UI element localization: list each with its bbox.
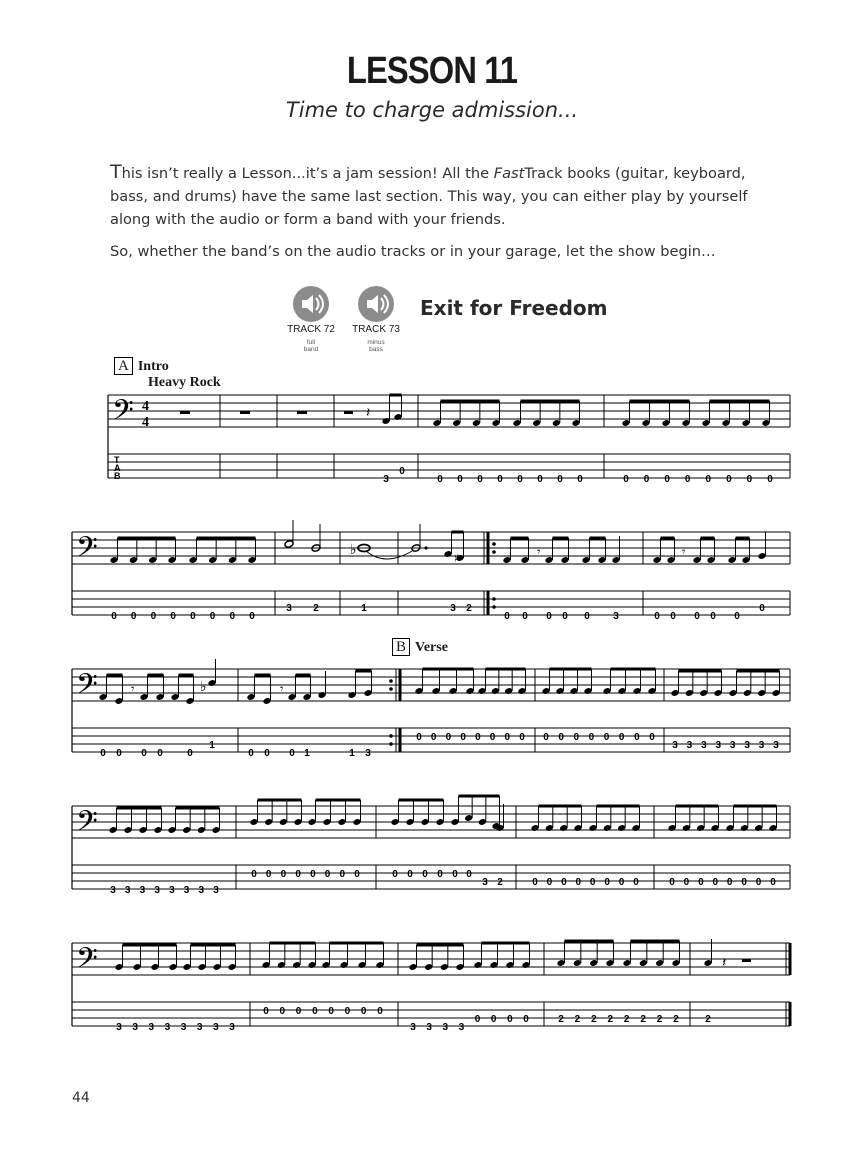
tab-number: 0 bbox=[437, 474, 443, 485]
half-rest bbox=[344, 411, 353, 414]
tab-number: 3 bbox=[110, 885, 116, 896]
tab-number: 0 bbox=[392, 869, 398, 880]
tab-number: 3 bbox=[686, 740, 693, 751]
repeat-dot bbox=[492, 550, 496, 554]
tab-number: 3 bbox=[729, 740, 736, 751]
tab-number: 0 bbox=[339, 869, 346, 880]
tab-number: 0 bbox=[546, 877, 553, 888]
tab-number: 0 bbox=[377, 1006, 383, 1017]
tab-number: 0 bbox=[248, 748, 254, 759]
time-signature-top: 4 bbox=[142, 399, 149, 414]
bass-clef-icon: 𝄢 bbox=[76, 805, 98, 845]
tab-number: 3 bbox=[758, 740, 765, 751]
tab-number: 3 bbox=[744, 740, 750, 751]
bass-clef-icon: 𝄢 bbox=[76, 668, 98, 708]
tab-number: 0 bbox=[712, 877, 719, 888]
quarter-rest: 𝄽 bbox=[366, 405, 371, 421]
tab-number: 2 bbox=[574, 1014, 581, 1025]
tie bbox=[366, 551, 412, 559]
tab-number: 0 bbox=[249, 611, 255, 622]
tab-number: 0 bbox=[490, 1014, 497, 1025]
tab-number: 0 bbox=[157, 748, 163, 759]
tab-number: 0 bbox=[741, 877, 747, 888]
tab-number: 0 bbox=[589, 877, 596, 888]
tab-number: 0 bbox=[474, 1014, 481, 1025]
tab-number: 0 bbox=[344, 1006, 351, 1017]
tab-number: 0 bbox=[767, 474, 773, 485]
tab-number: 0 bbox=[497, 474, 503, 485]
tab-number: 0 bbox=[466, 869, 472, 880]
tab-clef-letter: B bbox=[114, 471, 121, 481]
tab-number: 0 bbox=[588, 732, 595, 743]
tab-number: 0 bbox=[557, 474, 563, 485]
tab-number: 0 bbox=[584, 611, 590, 622]
track-sub: full band bbox=[303, 339, 319, 353]
tab-number: 0 bbox=[116, 748, 122, 759]
tab-number: 0 bbox=[573, 732, 580, 743]
tab-number: 2 bbox=[591, 1014, 597, 1025]
tab-number: 0 bbox=[537, 474, 543, 485]
tab-number: 3 bbox=[183, 885, 190, 896]
lesson-title: LESSON 11 bbox=[346, 50, 518, 92]
tab-number: 0 bbox=[649, 732, 655, 743]
repeat-dot bbox=[389, 687, 393, 691]
tab-number: 0 bbox=[295, 1006, 302, 1017]
tab-number: 3 bbox=[164, 1022, 171, 1033]
flat-sign: ♭ bbox=[350, 542, 357, 558]
tab-number: 0 bbox=[623, 474, 629, 485]
tab-number: 0 bbox=[532, 877, 538, 888]
tab-number: 0 bbox=[705, 474, 712, 485]
tab-number: 3 bbox=[132, 1022, 138, 1033]
repeat-dot bbox=[389, 742, 393, 746]
tab-number: 0 bbox=[354, 869, 360, 880]
tab-number: 0 bbox=[504, 732, 511, 743]
tab-number: 0 bbox=[664, 474, 670, 485]
tab-number: 0 bbox=[562, 611, 568, 622]
tab-number: 3 bbox=[613, 611, 619, 622]
speaker-icon[interactable] bbox=[293, 286, 329, 322]
tab-number: 0 bbox=[360, 1006, 367, 1017]
tab-number: 0 bbox=[726, 877, 733, 888]
repeat-dot bbox=[492, 597, 496, 601]
track-label: TRACK 72 bbox=[287, 324, 335, 335]
staff-system-2 bbox=[0, 527, 864, 637]
speaker-icon[interactable] bbox=[358, 286, 394, 322]
track-73[interactable] bbox=[351, 286, 401, 353]
tab-clef-letter: A bbox=[114, 463, 121, 473]
tab-number: 0 bbox=[190, 611, 196, 622]
tab-number: 3 bbox=[365, 748, 371, 759]
dot bbox=[424, 546, 427, 549]
eighth-rest: 𝄾 bbox=[537, 545, 541, 560]
tab-number: 3 bbox=[229, 1022, 235, 1033]
tab-number: 0 bbox=[265, 869, 272, 880]
tab-number: 0 bbox=[437, 869, 443, 880]
tab-number: 2 bbox=[607, 1014, 614, 1025]
tab-number: 0 bbox=[111, 611, 117, 622]
tab-number: 2 bbox=[313, 603, 319, 614]
tab-number: 2 bbox=[656, 1014, 663, 1025]
tab-number: 0 bbox=[100, 748, 106, 759]
staff-system-4 bbox=[0, 801, 864, 911]
tab-number: 3 bbox=[180, 1022, 187, 1033]
tab-number: 3 bbox=[148, 1022, 155, 1033]
tab-number: 0 bbox=[187, 748, 193, 759]
tab-number: 0 bbox=[477, 474, 483, 485]
tab-number: 0 bbox=[603, 732, 610, 743]
tab-number: 3 bbox=[169, 885, 175, 896]
tab-number: 3 bbox=[450, 603, 456, 614]
tab-number: 0 bbox=[519, 732, 525, 743]
tab-number: 0 bbox=[229, 611, 236, 622]
tab-number: 3 bbox=[715, 740, 722, 751]
tab-number: 3 bbox=[213, 885, 219, 896]
intro-paragraph-2: So, whether the band’s on the audio tracks or in your garage, let the show begin… bbox=[110, 243, 716, 260]
intro-paragraph: This isn’t really a Lesson...it’s a jam session! All the FastTrack books (guitar, keyboard, bass, and drums) have the same last section. This way, you can either play by yourself along with the audio or form a band with your friends. bbox=[110, 161, 748, 228]
flat-sign: ♭ bbox=[200, 679, 207, 695]
tab-number: 0 bbox=[263, 1006, 269, 1017]
track-72[interactable] bbox=[286, 286, 336, 353]
bass-clef-icon: 𝄢 bbox=[112, 394, 134, 434]
tab-number: 0 bbox=[670, 611, 676, 622]
dropcap: T bbox=[110, 161, 122, 183]
tab-number: 0 bbox=[251, 869, 257, 880]
half-rest bbox=[240, 411, 250, 414]
tab-number: 3 bbox=[213, 1022, 219, 1033]
repeat-dot bbox=[389, 734, 393, 738]
lesson-subtitle: Time to charge admission... bbox=[285, 98, 579, 122]
staff-system-3 bbox=[0, 664, 864, 774]
tab-number: 2 bbox=[466, 603, 472, 614]
repeat-dot bbox=[389, 679, 393, 683]
repeat-dot bbox=[492, 542, 496, 546]
tab-number: 3 bbox=[442, 1022, 449, 1033]
tab-number: 0 bbox=[633, 877, 639, 888]
tab-clef-letter: T bbox=[114, 455, 120, 465]
tab-number: 0 bbox=[558, 732, 564, 743]
tab-number: 2 bbox=[640, 1014, 646, 1025]
tab-number: 0 bbox=[141, 748, 147, 759]
tab-number: 0 bbox=[669, 877, 675, 888]
sharp-sign: ♯ bbox=[454, 551, 460, 565]
tab-number: 0 bbox=[264, 748, 270, 759]
tab-number: 2 bbox=[497, 877, 503, 888]
tab-number: 2 bbox=[623, 1014, 630, 1025]
tab-number: 0 bbox=[575, 877, 582, 888]
tempo-marking: Heavy Rock bbox=[148, 375, 221, 390]
staff-system-1 bbox=[0, 390, 864, 500]
staff-system-5 bbox=[0, 938, 864, 1048]
tab-number: 0 bbox=[522, 611, 528, 622]
tab-number: 0 bbox=[452, 869, 458, 880]
tab-number: 3 bbox=[482, 877, 488, 888]
tab-number: 0 bbox=[504, 611, 510, 622]
tab-number: 0 bbox=[561, 877, 567, 888]
half-rest bbox=[180, 411, 190, 414]
tab-number: 0 bbox=[475, 732, 481, 743]
tab-number: 0 bbox=[618, 877, 625, 888]
bass-clef-icon: 𝄢 bbox=[76, 531, 98, 571]
tab-number: 0 bbox=[734, 611, 740, 622]
tab-number: 0 bbox=[422, 869, 428, 880]
tab-number: 3 bbox=[458, 1022, 465, 1033]
tab-number: 1 bbox=[209, 740, 215, 751]
tab-number: 0 bbox=[150, 611, 157, 622]
tab-number: 3 bbox=[773, 740, 779, 751]
tab-number: 3 bbox=[198, 885, 205, 896]
tab-number: 2 bbox=[673, 1014, 679, 1025]
track-sub: minus bass bbox=[367, 339, 385, 353]
tab-number: 0 bbox=[694, 611, 700, 622]
time-signature-bottom: 4 bbox=[142, 415, 149, 430]
tab-number: 2 bbox=[558, 1014, 564, 1025]
tab-number: 3 bbox=[383, 474, 389, 485]
tab-number: 0 bbox=[683, 877, 690, 888]
tab-number: 0 bbox=[489, 732, 496, 743]
tab-number: 3 bbox=[410, 1022, 416, 1033]
half-rest bbox=[297, 411, 307, 414]
tab-number: 0 bbox=[684, 474, 691, 485]
tab-number: 0 bbox=[643, 474, 650, 485]
tab-number: 0 bbox=[170, 611, 176, 622]
tab-number: 0 bbox=[328, 1006, 334, 1017]
tab-number: 0 bbox=[399, 466, 405, 477]
rehearsal-mark-a: A Intro bbox=[114, 357, 169, 375]
song-title: Exit for Freedom bbox=[420, 296, 608, 320]
tab-number: 0 bbox=[457, 474, 463, 485]
tab-number: 3 bbox=[196, 1022, 203, 1033]
tab-number: 3 bbox=[286, 603, 292, 614]
page-number: 44 bbox=[72, 1090, 90, 1106]
tab-number: 0 bbox=[710, 611, 716, 622]
tab-number: 0 bbox=[654, 611, 660, 622]
tab-number: 0 bbox=[130, 611, 137, 622]
eighth-rest: 𝄾 bbox=[280, 682, 284, 697]
tab-number: 3 bbox=[139, 885, 146, 896]
tab-number: 0 bbox=[209, 611, 216, 622]
tab-number: 0 bbox=[604, 877, 610, 888]
tab-number: 0 bbox=[770, 877, 776, 888]
tab-number: 3 bbox=[701, 740, 707, 751]
tab-number: 2 bbox=[705, 1014, 711, 1025]
tab-number: 0 bbox=[310, 869, 316, 880]
track-label: TRACK 73 bbox=[352, 324, 400, 335]
tab-number: 0 bbox=[407, 869, 413, 880]
tab-number: 0 bbox=[280, 869, 287, 880]
tab-number: 3 bbox=[124, 885, 131, 896]
tab-number: 0 bbox=[430, 732, 437, 743]
tab-number: 0 bbox=[295, 869, 301, 880]
tab-number: 3 bbox=[116, 1022, 122, 1033]
tab-number: 1 bbox=[304, 748, 310, 759]
eighth-rest: 𝄾 bbox=[131, 682, 135, 697]
tab-number: 0 bbox=[755, 877, 762, 888]
tab-number: 0 bbox=[517, 474, 523, 485]
tab-number: 0 bbox=[507, 1014, 513, 1025]
half-rest bbox=[742, 959, 751, 962]
tab-number: 0 bbox=[460, 732, 466, 743]
tab-number: 0 bbox=[546, 611, 552, 622]
tab-number: 3 bbox=[672, 740, 678, 751]
tab-number: 0 bbox=[726, 474, 732, 485]
bass-clef-icon: 𝄢 bbox=[76, 942, 98, 982]
tab-number: 0 bbox=[577, 474, 583, 485]
tab-number: 0 bbox=[634, 732, 640, 743]
tab-number: 0 bbox=[523, 1014, 529, 1025]
tab-number: 3 bbox=[154, 885, 160, 896]
tab-number: 0 bbox=[445, 732, 452, 743]
tab-number: 0 bbox=[289, 748, 295, 759]
rehearsal-mark-b: B Verse bbox=[392, 638, 448, 656]
tab-number: 0 bbox=[279, 1006, 286, 1017]
tab-number: 0 bbox=[416, 732, 422, 743]
half-note-head bbox=[284, 540, 294, 549]
tab-number: 1 bbox=[349, 748, 355, 759]
tab-number: 0 bbox=[698, 877, 704, 888]
tab-number: 0 bbox=[618, 732, 625, 743]
tab-number: 0 bbox=[312, 1006, 318, 1017]
tab-number: 0 bbox=[324, 869, 331, 880]
tab-number: 0 bbox=[543, 732, 549, 743]
quarter-rest: 𝄽 bbox=[722, 955, 727, 971]
eighth-rest: 𝄾 bbox=[682, 545, 686, 560]
tab-number: 1 bbox=[361, 603, 367, 614]
tab-number: 3 bbox=[426, 1022, 432, 1033]
repeat-dot bbox=[492, 605, 496, 609]
tab-number: 0 bbox=[759, 603, 765, 614]
tab-number: 0 bbox=[746, 474, 753, 485]
